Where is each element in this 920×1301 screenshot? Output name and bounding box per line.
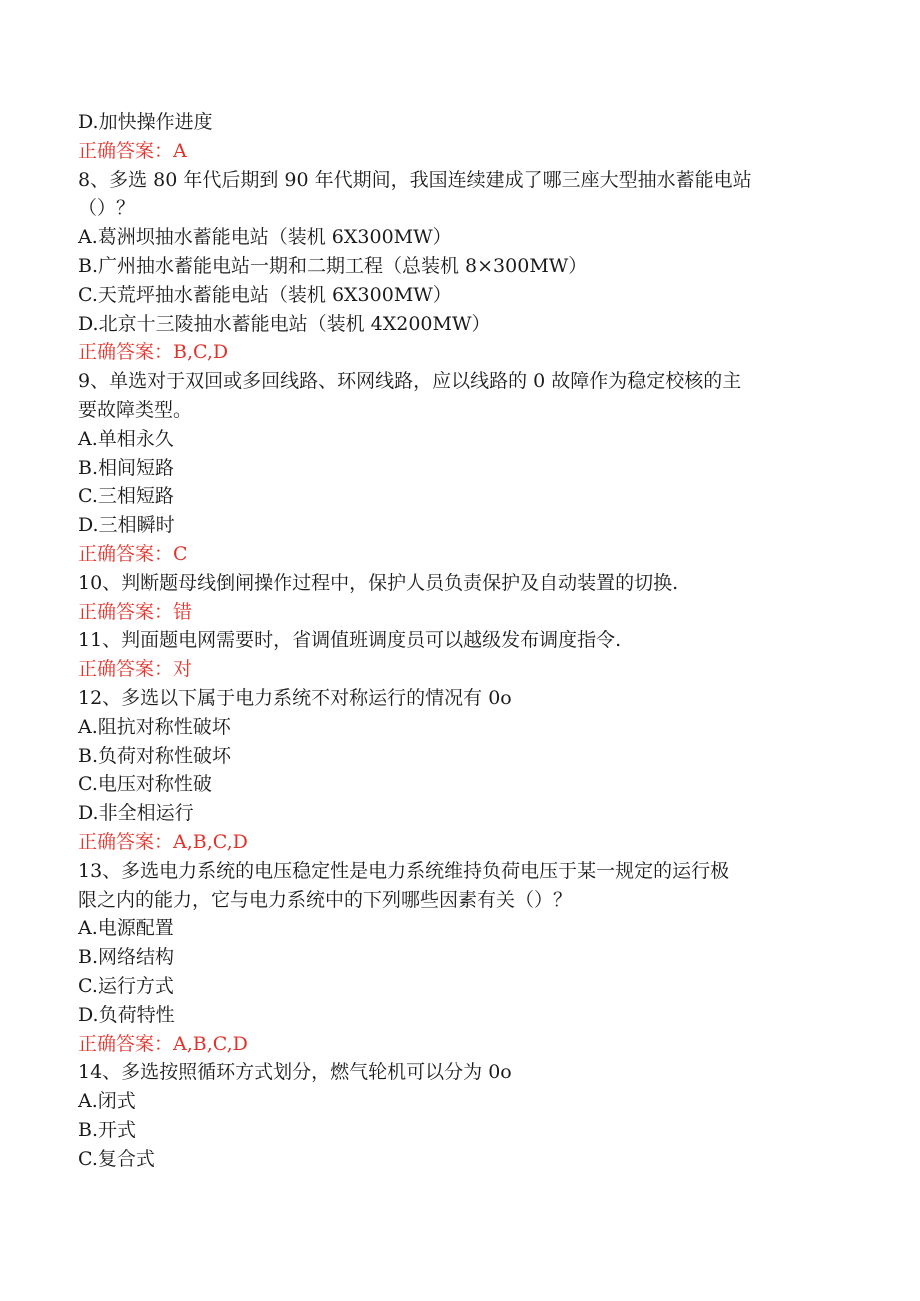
answer-option: D.北京十三陵抽水蓄能电站（装机 4X200MW） — [78, 312, 491, 335]
correct-answer-value: 对 — [173, 658, 193, 681]
correct-answer-value: 错 — [173, 600, 193, 623]
correct-answer — [78, 338, 838, 367]
answer-option: A.阻抗对称性破坏 — [78, 715, 231, 738]
correct-answer — [78, 598, 838, 627]
correct-answer-value: B,C,D — [173, 341, 229, 364]
answer-option: D.加快操作进度 — [78, 111, 213, 133]
answer-option: C.三相短路 — [78, 485, 174, 508]
correct-answer-label: 正确答案： — [78, 542, 174, 565]
question-text: 限之内的能力，它与电力系统中的下列哪些因素有关（）？ — [78, 888, 573, 911]
answer-option: D.非全相运行 — [78, 802, 194, 825]
answer-option: C.电压对称性破 — [78, 773, 212, 796]
answer-option: A.电源配置 — [78, 917, 174, 940]
question-text: 8、多选 80 年代后期到 90 年代期间，我国连续建成了哪三座大型抽水蓄能电站 — [78, 168, 752, 191]
correct-answer — [78, 540, 838, 569]
answer-option: C.天荒坪抽水蓄能电站（装机 6X300MW） — [78, 283, 452, 306]
question-text: 12、多选以下属于电力系统不对称运行的情况有 0o — [78, 686, 512, 709]
answer-option: A.闭式 — [78, 1090, 136, 1113]
question-text: 14、多选按照循环方式划分，燃气轮机可以分为 0o — [78, 1061, 512, 1084]
correct-answer-label: 正确答案： — [78, 600, 174, 623]
question-text: （）？ — [78, 197, 136, 220]
correct-answer — [78, 1030, 838, 1059]
question-text: 11、判面题电网需要时，省调值班调度员可以越级发布调度指令. — [78, 629, 622, 652]
answer-option: B.相间短路 — [78, 456, 175, 479]
answer-option: A.单相永久 — [78, 427, 174, 450]
correct-answer-label: 正确答案： — [78, 341, 174, 364]
correct-answer — [78, 137, 838, 166]
answer-option: B.开式 — [78, 1118, 137, 1141]
correct-answer-value: A,B,C,D — [173, 830, 248, 853]
correct-answer-value: A,B,C,D — [173, 1032, 248, 1055]
correct-answer-value: A — [173, 139, 187, 162]
correct-answer-label: 正确答案： — [78, 139, 174, 162]
answer-option: C.复合式 — [78, 1147, 155, 1170]
question-text: 13、多选电力系统的电压稳定性是电力系统维持负荷电压于某一规定的运行极 — [78, 859, 730, 882]
answer-option: D.负荷特性 — [78, 1003, 175, 1026]
answer-option: A.葛洲坝抽水蓄能电站（装机 6X300MW） — [78, 226, 452, 249]
question-text: 10、判断题母线倒闸操作过程中，保护人员负责保护及自动装置的切换. — [78, 571, 679, 594]
answer-option: B.负荷对称性破坏 — [78, 744, 232, 767]
correct-answer-label: 正确答案： — [78, 1032, 174, 1055]
correct-answer-value: C — [173, 542, 188, 565]
correct-answer-label: 正确答案： — [78, 658, 174, 681]
correct-answer-label: 正确答案： — [78, 830, 174, 853]
question-text: 要故障类型。 — [78, 398, 193, 421]
answer-option: C.运行方式 — [78, 974, 174, 997]
correct-answer — [78, 828, 838, 857]
correct-answer — [78, 655, 838, 684]
answer-option: B.广州抽水蓄能电站一期和二期工程（总装机 8×300MW） — [78, 254, 588, 277]
question-text: 9、单选对于双回或多回线路、环网线路，应以线路的 0 故障作为稳定校核的主 — [78, 370, 742, 393]
answer-option: D.三相瞬时 — [78, 514, 175, 537]
question-list — [78, 108, 838, 1173]
answer-option: B.网络结构 — [78, 946, 175, 969]
